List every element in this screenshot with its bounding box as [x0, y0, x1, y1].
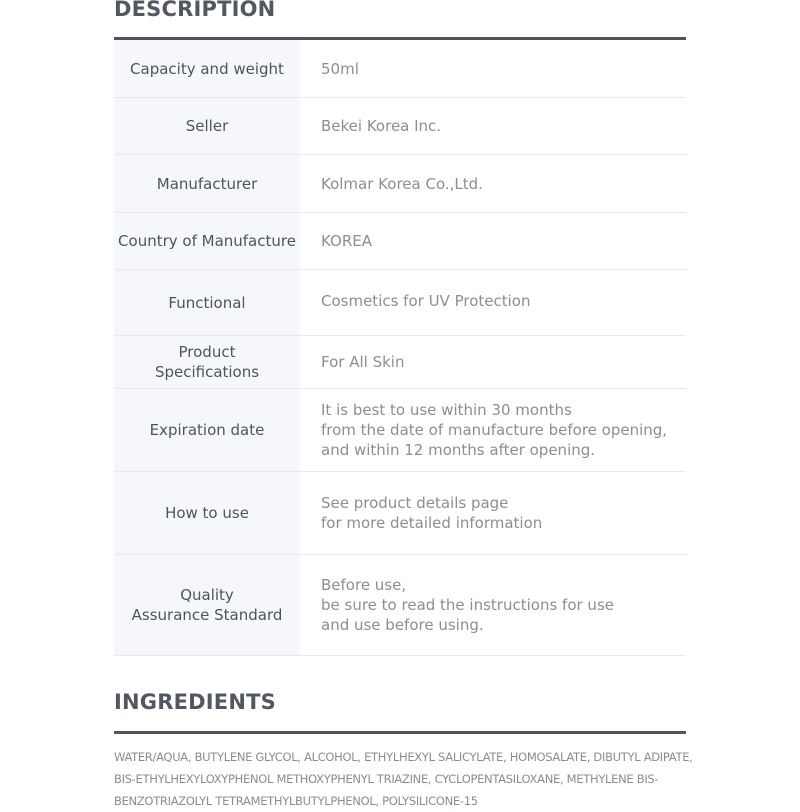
- spec-value: Cosmetics for UV Protection: [321, 292, 531, 310]
- spec-label: Quality Assurance Standard: [114, 555, 300, 655]
- spec-label: Manufacturer: [114, 155, 300, 212]
- spec-label: Capacity and weight: [114, 40, 300, 97]
- spec-value: Bekei Korea Inc.: [321, 117, 442, 135]
- spec-row-country: [114, 213, 686, 270]
- ingredients-list: WATER/AQUA, BUTYLENE GLYCOL, ALCOHOL, ETHYLHEXYL SALICYLATE, HOMOSALATE, DIBUTYL ADIPATE, BIS-ETHYLHEXYLOXYPHENOL METHOXYPHENYL TRIAZINE, CYCLOPENTASILOXANE, METHYLENE BIS-BENZOTRIAZOLYL TETRAMETHYLBUTYLPHENOL, POLYSILICONE-15: [114, 750, 693, 808]
- spec-value: For All Skin: [321, 353, 405, 371]
- spec-value: Before use, be sure to read the instructions for use and use before using.: [321, 576, 614, 634]
- spec-label: Functional: [114, 270, 300, 335]
- spec-label: Expiration date: [114, 389, 300, 471]
- ingredients-divider: [114, 731, 686, 734]
- spec-row-specifications: [114, 336, 686, 389]
- spec-value: KOREA: [321, 232, 372, 250]
- spec-value: It is best to use within 30 months from the date of manufacture before opening, and within 12 months after opening.: [321, 401, 668, 459]
- description-heading: DESCRIPTION: [114, 0, 276, 21]
- ingredients-heading: INGREDIENTS: [114, 690, 276, 714]
- spec-label: Product Specifications: [114, 336, 300, 388]
- spec-row-quality: [114, 555, 686, 656]
- spec-table: [114, 40, 686, 656]
- spec-label: Country of Manufacture: [114, 213, 300, 269]
- spec-row-seller: [114, 98, 686, 155]
- spec-row-capacity: [114, 40, 686, 98]
- spec-row-how-to-use: [114, 472, 686, 555]
- spec-value: Kolmar Korea Co.,Ltd.: [321, 174, 483, 193]
- spec-row-manufacturer: [114, 155, 686, 213]
- spec-row-functional: [114, 270, 686, 336]
- spec-row-expiration: [114, 389, 686, 472]
- spec-value: See product details page for more detailed information: [321, 494, 543, 532]
- spec-value: 50ml: [321, 59, 359, 78]
- spec-label: How to use: [114, 472, 300, 554]
- spec-label: Seller: [114, 98, 300, 154]
